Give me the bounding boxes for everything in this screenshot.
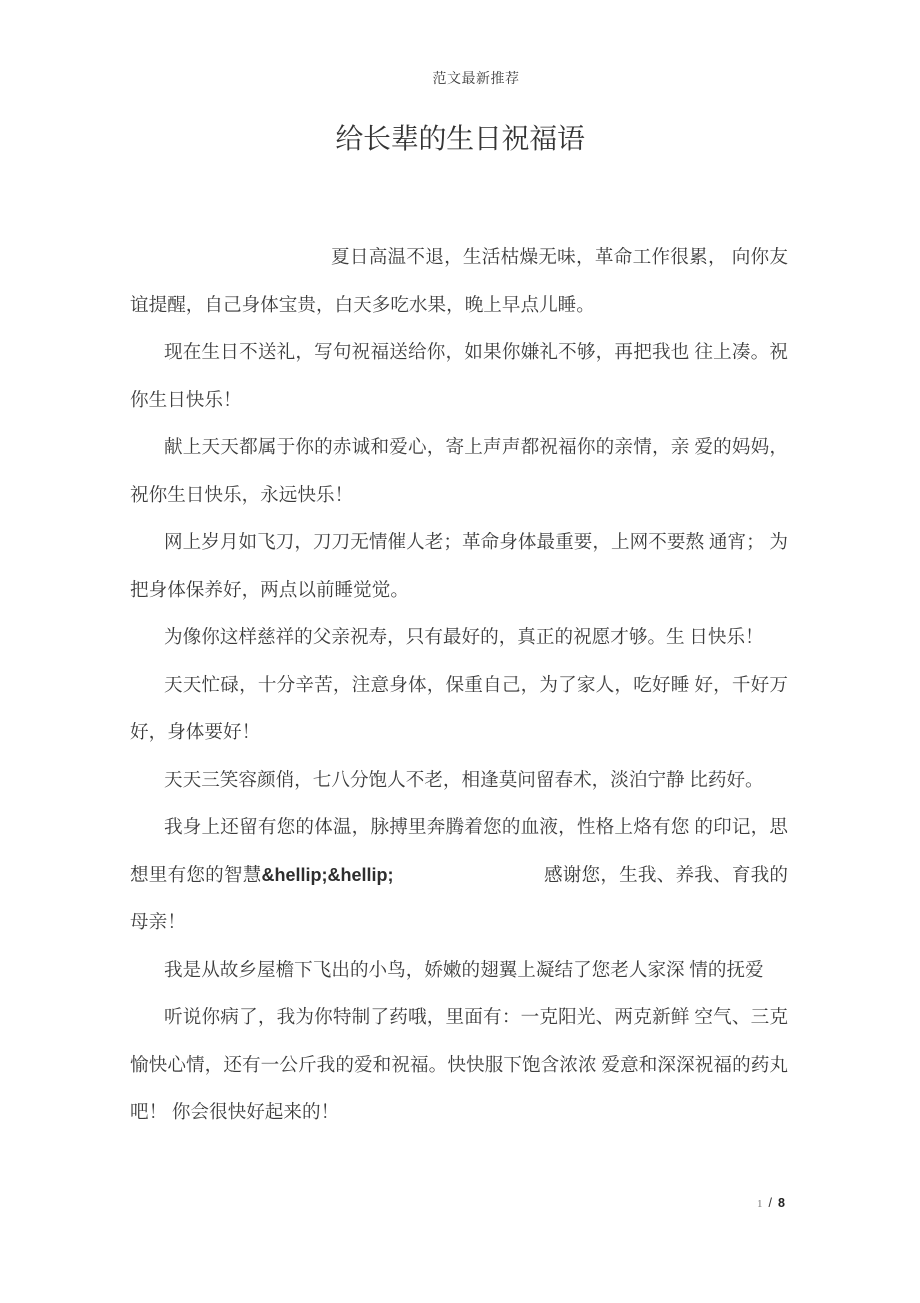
current-page-number: 1 [757, 1198, 763, 1210]
page-header: 范文最新推荐 [432, 72, 520, 87]
paragraph: 我是从故乡屋檐下飞出的小鸟，娇嫩的翅翼上凝结了您老人家深 情的抚爱 [164, 959, 764, 981]
paragraph: 听说你病了，我为你特制了药哦，里面有：一克阳光、两克新鲜 空气、三克愉快心情，还有一公斤我的爱和祝福。快快服下饱含浓浓 爱意和深深祝福的药丸吧！ 你会很快好起来的！ [130, 1007, 788, 1123]
paragraph: 现在生日不送礼，写句祝福送给你，如果你嫌礼不够，再把我也 往上凑。祝你生日快乐！ [130, 342, 788, 411]
hellip-entity-text: &hellip;&hellip; [261, 864, 394, 885]
paragraph: 献上天天都属于你的赤诚和爱心，寄上声声都祝福你的亲情，亲 爱的妈妈，祝你生日快乐，永远快乐！ [130, 437, 788, 506]
paragraph: 天天忙碌，十分辛苦，注意身体，保重自己，为了家人，吃好睡 好，千好万好，身体要好！ [130, 674, 788, 743]
paragraph: 为像你这样慈祥的父亲祝寿，只有最好的，真正的祝愿才够。生 日快乐！ [164, 627, 764, 648]
page-footer [757, 1196, 785, 1211]
paragraph: 我身上还留有您的体温，脉搏里奔腾着您的血液，性格上烙有您 的印记，思想里有您的智慧&hellip;&hellip; 感谢您，生我、养我、育我的母亲！ [130, 817, 788, 933]
total-pages: 8 [777, 1196, 785, 1210]
page-number-separator: / [768, 1196, 772, 1210]
paragraph: 夏日高温不退，生活枯燥无味，革命工作很累， 向你友谊提醒，自己身体宝贵，白天多吃水果，晚上早点儿睡。 [130, 247, 788, 316]
paragraph: 网上岁月如飞刀，刀刀无情催人老；革命身体最重要，上网不要熬 通宵； 为把身体保养好，两点以前睡觉觉。 [130, 532, 788, 601]
page-title: 给长辈的生日祝福语 [335, 124, 585, 155]
document-body [130, 234, 788, 1137]
paragraph: 天天三笑容颜俏，七八分饱人不老，相逢莫问留春术，淡泊宁静 比药好。 [164, 769, 764, 791]
